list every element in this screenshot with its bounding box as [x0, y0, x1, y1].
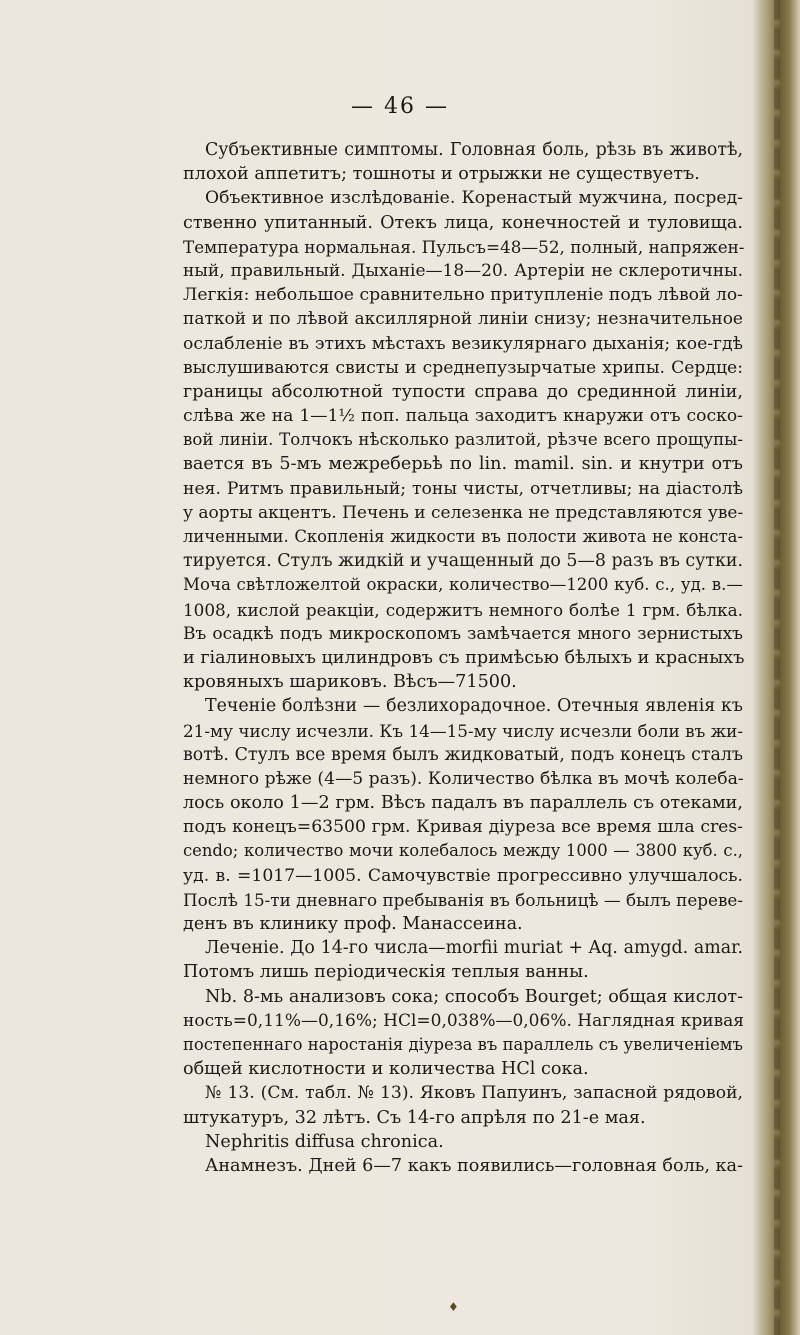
- text-line: Субъективные симптомы. Головная боль, рѣзь въ животѣ,: [205, 140, 743, 160]
- text-line: подъ конецъ=63500 грм. Кривая діуреза все время шла cres-: [183, 817, 743, 838]
- text-line: Объективное изслѣдованіе. Коренастый мужчина, посред-: [205, 188, 743, 209]
- text-line: немного рѣже (4—5 разъ). Количество бѣлка въ мочѣ колеба-: [183, 768, 744, 789]
- text-line: ный, правильный. Дыханіе—18—20. Артеріи не склеротичны.: [183, 260, 743, 281]
- page-number: — 46 —: [351, 94, 449, 119]
- text-line: паткой и по лѣвой аксиллярной линіи снизу; незначительное: [183, 309, 743, 330]
- text-line: 1008, кислой реакціи, содержитъ немного болѣе 1 грм. бѣлка.: [183, 599, 743, 620]
- text-line: вой линіи. Толчокъ нѣсколько разлитой, рѣзче всего прощупы-: [183, 430, 743, 450]
- text-line: границы абсолютной тупости справа до срединной линіи,: [183, 381, 743, 402]
- text-line: нея. Ритмъ правильный; тоны чисты, отчетливы; на діастолѣ: [183, 478, 743, 499]
- text-line: тируется. Стулъ жидкій и учащенный до 5—8 разъ въ сутки.: [183, 551, 744, 572]
- text-line: вотѣ. Стулъ все время былъ жидковатый, подъ конецъ сталъ: [183, 744, 743, 765]
- text-line: Температура нормальная. Пульсъ=48—52, полный, напряжен-: [183, 236, 745, 257]
- text-line: Моча свѣтложелтой окраски, количество—1200 куб. с., уд. в.—: [183, 575, 743, 595]
- text-line: Nephritis diffusa chronica.: [205, 1131, 444, 1152]
- text-line: личенными. Скопленія жидкости въ полости живота не конста-: [183, 527, 743, 546]
- text-line: кровяныхъ шариковъ. Вѣсъ—71500.: [183, 672, 517, 693]
- text-line: № 13. (См. табл. № 13). Яковъ Папуинъ, запасной рядовой,: [205, 1083, 743, 1104]
- page-text: [183, 138, 743, 1178]
- text-line: Потомъ лишь періодическія теплыя ванны.: [183, 962, 589, 983]
- text-line: у аорты акцентъ. Печень и селезенка не представляются уве-: [183, 502, 744, 523]
- text-line: Леченіе. До 14-го числа—morfii muriat + Aq. amygd. amar.: [205, 938, 743, 959]
- text-line: 21-му числу исчезли. Къ 14—15-му числу исчезли боли въ жи-: [183, 720, 743, 741]
- text-line: денъ въ клинику проф. Манассеина.: [183, 914, 523, 934]
- page-binding-edge: [752, 0, 800, 1335]
- text-line: плохой аппетитъ; тошноты и отрыжки не существуетъ.: [183, 164, 700, 185]
- text-line: и гіалиновыхъ цилиндровъ съ примѣсью бѣлыхъ и красныхъ: [183, 647, 745, 668]
- text-line: штукатуръ, 32 лѣтъ. Съ 14-го апрѣля по 21-е мая.: [183, 1107, 646, 1128]
- text-line: Легкія: небольшое сравнительно притупленіе подъ лѣвой ло-: [183, 285, 743, 306]
- text-line: Въ осадкѣ подъ микроскопомъ замѣчается много зернистыхъ: [183, 623, 743, 644]
- text-line: Теченіе болѣзни — безлихорадочное. Отечныя явленія къ: [205, 696, 743, 717]
- text-line: уд. в. =1017—1005. Самочувствіе прогрессивно улучшалось.: [183, 865, 743, 886]
- text-line: слѣва же на 1—1½ поп. пальца заходитъ кнаружи отъ соско-: [183, 406, 743, 427]
- text-line: Послѣ 15-ти дневнаго пребыванія въ больницѣ — былъ переве-: [183, 889, 743, 910]
- text-line: общей кислотности и количества HCl сока.: [183, 1059, 589, 1080]
- ink-mark: ♦: [448, 1300, 459, 1314]
- text-line: лось около 1—2 грм. Вѣсъ падалъ въ параллель съ отеками,: [183, 793, 743, 814]
- text-line: выслушиваются свисты и среднепузырчатые хрипы. Сердце:: [183, 357, 743, 378]
- text-line: cendo; количество мочи колебалось между 1000 — 3800 куб. с.,: [183, 841, 743, 861]
- text-line: ность=0,11%—0,16%; HCl=0,038%—0,06%. Наглядная кривая: [183, 1010, 744, 1031]
- text-line: ослабленіе въ этихъ мѣстахъ везикулярнаго дыханія; кое-гдѣ: [183, 333, 743, 354]
- text-line: вается въ 5-мъ межреберьѣ по lin. mamil. sin. и кнутри отъ: [183, 454, 743, 475]
- text-line: Nb. 8-мь анализовъ сока; способъ Bourget; общая кислот-: [205, 986, 744, 1007]
- text-line: Анамнезъ. Дней 6—7 какъ появились—головная боль, ка-: [205, 1155, 743, 1176]
- text-line: постепеннаго наростанія діуреза въ параллель съ увеличеніемъ: [183, 1034, 743, 1054]
- text-line: ственно упитанный. Отекъ лица, конечностей и туловища.: [183, 212, 743, 233]
